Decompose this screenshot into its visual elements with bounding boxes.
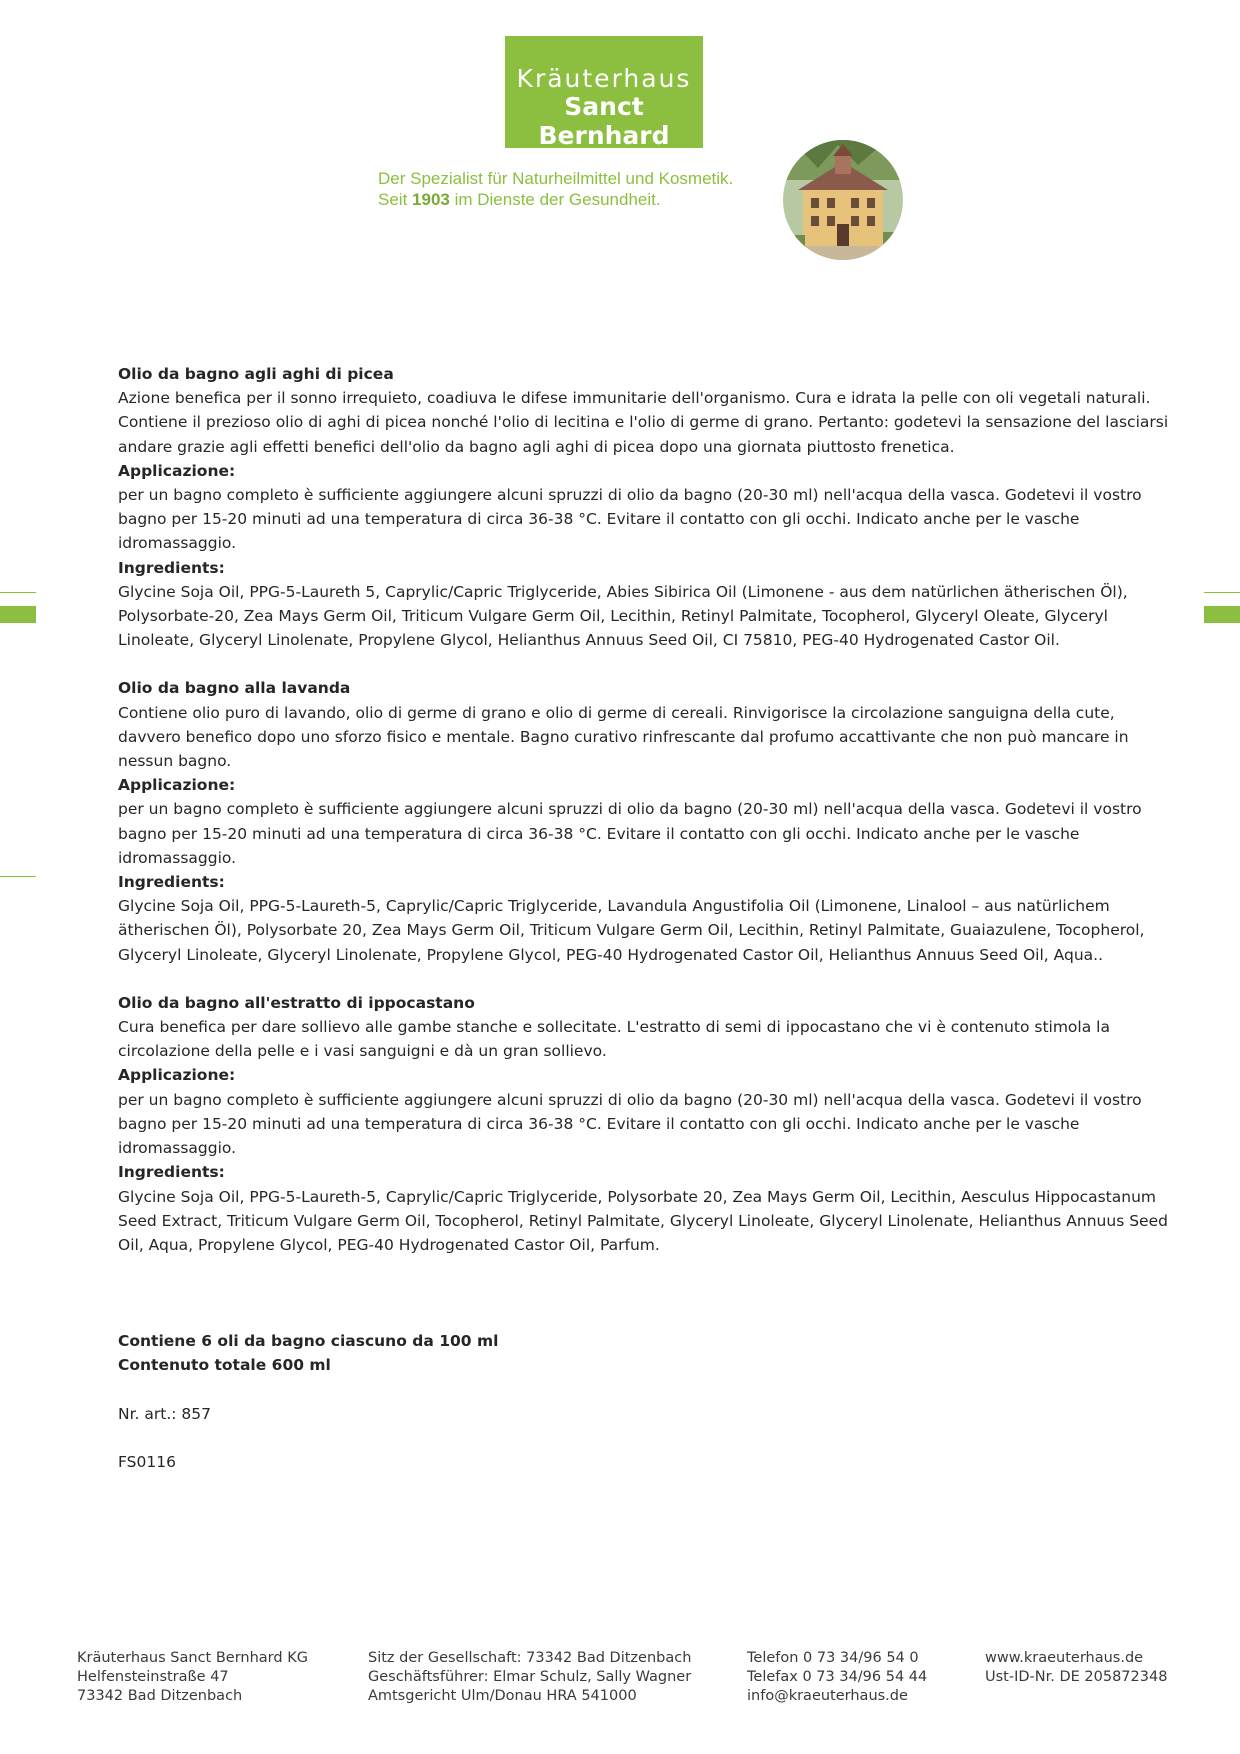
article-number: Nr. art.: 857	[118, 1404, 212, 1423]
footer-email-link[interactable]: info@kraeuterhaus.de	[747, 1688, 908, 1704]
ingredients-text: Glycine Soja Oil, PPG-5-Laureth-5, Caprylic/Capric Triglyceride, Lavandula Angustifolia Oil (Limonene, Linalool – aus natürlichem ätherischen Öl), Polysorbate 20, Zea Mays Germ Oil, Triticum Vulgare Germ Oil, Lecithin, Retinyl Palmitate, Guaiazulene, Tocopherol, Glyceryl Linoleate, Glyceryl Linolenate, Propylene Glycol, PEG-40 Hydrogenated Castor Oil, Helianthus Annuus Seed Oil, Aqua..	[118, 897, 1145, 964]
tagline-prefix: Seit	[378, 190, 413, 209]
application-label: Applicazione:	[118, 1066, 236, 1085]
ingredients-label: Ingredients:	[118, 1163, 225, 1182]
brand-logo	[505, 36, 703, 148]
section-lavender-oil	[118, 676, 1180, 966]
ingredients-text: Glycine Soja Oil, PPG-5-Laureth-5, Caprylic/Capric Triglyceride, Polysorbate 20, Zea Mays Germ Oil, Lecithin, Aesculus Hippocastanum Seed Extract, Triticum Vulgare Germ Oil, Tocopherol, Retinyl Palmitate, Glyceryl Linoleate, Glyceryl Linolenate, Helianthus Annuus Seed Oil, Aqua, Propylene Glycol, PEG-40 Hydrogenated Castor Oil, Parfum.	[118, 1187, 1168, 1254]
section-title: Olio da bagno alla lavanda	[118, 679, 351, 698]
tagline-line-2	[378, 189, 733, 210]
ingredients-label: Ingredients:	[118, 558, 225, 577]
total-contents: Contenuto totale 600 ml	[118, 1356, 331, 1375]
ingredients-text: Glycine Soja Oil, PPG-5-Laureth 5, Caprylic/Capric Triglyceride, Abies Sibirica Oil (Limonene - aus dem natürlichen ätherischen Öl), Polysorbate-20, Zea Mays Germ Oil, Triticum Vulgare Germ Oil, Lecithin, Retinyl Palmitate, Tocopherol, Glyceryl Oleate, Glyceryl Linoleate, Glyceryl Linolenate, Propylene Glycol, Helianthus Annuus Seed Oil, CI 75810, PEG-40 Hydrogenated Castor Oil.	[118, 582, 1128, 650]
footer-vat-id: Ust-ID-Nr. DE 205872348	[985, 1669, 1168, 1685]
footer-company	[77, 1649, 308, 1706]
footer-line: Sitz der Gesellschaft: 73342 Bad Ditzenbach	[368, 1650, 692, 1666]
fold-mark-right	[1204, 606, 1240, 623]
footer-registration	[368, 1649, 691, 1706]
section-description: Contiene olio puro di lavando, olio di germe di grano e olio di germe di cereali. Rinvigorisce la circolazione sanguigna della cute, davvero benefico dopo uno sforzo fisico e mentale. Bagno curativo rinfrescante dal profumo accattivante che non può mancare in nessun bagno.	[118, 703, 1129, 771]
tagline-suffix: im Dienste der Gesundheit.	[449, 190, 661, 209]
tagline-line-1: Der Spezialist für Naturheilmittel und Kosmetik.	[378, 169, 734, 188]
fold-mark-left	[0, 606, 36, 623]
footer-line: 73342 Bad Ditzenbach	[77, 1688, 243, 1704]
building-illustration-icon	[783, 140, 903, 260]
tagline	[378, 168, 733, 210]
footer-line: Amtsgericht Ulm/Donau HRA 541000	[368, 1688, 637, 1704]
fold-line-left-bottom	[0, 876, 36, 877]
footer-line: Kräuterhaus Sanct Bernhard KG	[77, 1650, 308, 1666]
section-horse-chestnut-oil	[118, 991, 1180, 1257]
section-description: Cura benefica per dare sollievo alle gambe stanche e sollecitate. L'estratto di semi di ippocastano che vi è contenuto stimola la circolazione della pelle e i vasi sanguigni e dà un gran sollievo.	[118, 1018, 1110, 1061]
section-title: Olio da bagno all'estratto di ippocastano	[118, 993, 475, 1012]
tagline-year: 1903	[412, 190, 450, 209]
footer-website-link[interactable]: www.kraeuterhaus.de	[985, 1650, 1144, 1666]
contents-summary: Contiene 6 oli da bagno ciascuno da 100 ml	[118, 1332, 499, 1351]
footer-web	[985, 1649, 1167, 1687]
building-photo	[783, 140, 903, 260]
footer-contact	[747, 1649, 927, 1706]
fold-line-right-top	[1204, 592, 1240, 593]
application-text: per un bagno completo è sufficiente aggiungere alcuni spruzzi di olio da bagno (20-30 ml) nell'acqua della vasca. Godetevi il vostro bagno per 15-20 minuti ad una temperatura di circa 36-38 °C. Evitare il contatto con gli occhi. Indicato anche per le vasche idromassaggio.	[118, 1090, 1142, 1158]
logo-line-2: Sanct Bernhard	[538, 92, 670, 150]
product-description	[118, 362, 1180, 1474]
footer-line: Geschäftsführer: Elmar Schulz, Sally Wagner	[368, 1669, 692, 1685]
footer-line: Helfensteinstraße 47	[77, 1669, 229, 1685]
application-text: per un bagno completo è sufficiente aggiungere alcuni spruzzi di olio da bagno (20-30 ml) nell'acqua della vasca. Godetevi il vostro bagno per 15-20 minuti ad una temperatura di circa 36-38 °C. Evitare il contatto con gli occhi. Indicato anche per le vasche idromassaggio.	[118, 486, 1142, 553]
logo-line-1: Kräuterhaus	[516, 64, 692, 93]
section-title: Olio da bagno agli aghi di picea	[118, 365, 394, 383]
footer-fax: Telefax 0 73 34/96 54 44	[747, 1669, 928, 1685]
section-description: Azione benefica per il sonno irrequieto, coadiuva le difese immunitarie dell'organismo. Cura e idrata la pelle con oli vegetali naturali. Contiene il prezioso olio di aghi di picea nonché l'olio di lecitina e l'olio di germe di grano. Pertanto: godetevi la sensazione del lasciarsi andare grazie agli effetti benefici dell'olio da bagno agli aghi di picea dopo una giornata piuttosto frenetica.	[118, 389, 1169, 456]
application-label: Applicazione:	[118, 461, 236, 480]
ingredients-label: Ingredients:	[118, 873, 225, 892]
application-label: Applicazione:	[118, 776, 236, 795]
application-text: per un bagno completo è sufficiente aggiungere alcuni spruzzi di olio da bagno (20-30 ml) nell'acqua della vasca. Godetevi il vostro bagno per 15-20 minuti ad una temperatura di circa 36-38 °C. Evitare il contatto con gli occhi. Indicato anche per le vasche idromassaggio.	[118, 800, 1142, 867]
page-footer	[0, 1649, 1240, 1709]
footer-phone: Telefon 0 73 34/96 54 0	[747, 1650, 919, 1666]
fold-line-left-top	[0, 592, 36, 593]
document-code: FS0116	[118, 1452, 176, 1471]
section-spruce-oil	[118, 362, 1180, 652]
